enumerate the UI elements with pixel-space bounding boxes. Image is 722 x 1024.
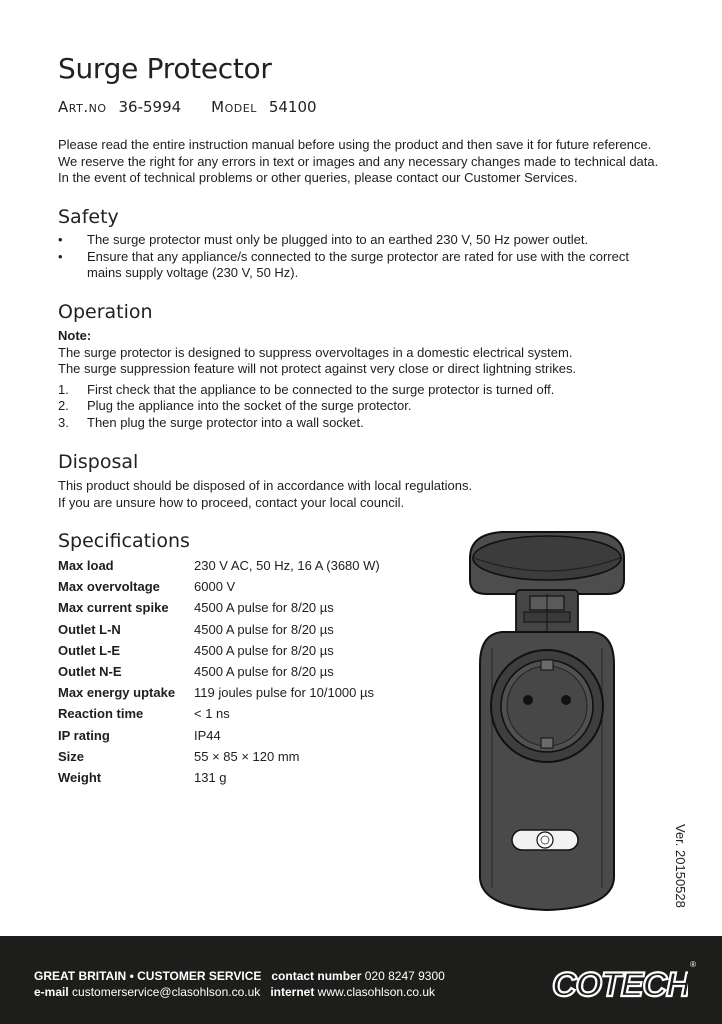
spec-row: Outlet L-E 4500 A pulse for 8/20 µs <box>58 642 334 658</box>
bullet: • <box>58 232 63 247</box>
indicator-light-icon <box>512 830 578 850</box>
email-label: e-mail <box>34 985 69 999</box>
spec-row: Size 55 × 85 × 120 mm <box>58 748 300 764</box>
specifications-heading: Specifications <box>58 530 190 552</box>
cotech-logo <box>548 960 696 1004</box>
spec-row: Weight 131 g <box>58 769 227 785</box>
spec-row: Max load 230 V AC, 50 Hz, 16 A (3680 W) <box>58 558 380 574</box>
footer-country: GREAT BRITAIN <box>34 969 127 983</box>
step-item: 1. First check that the appliance to be connected to the surge protector is turned off. <box>58 381 555 397</box>
model-label: Model <box>211 98 257 116</box>
spec-row: Outlet N-E 4500 A pulse for 8/20 µs <box>58 664 334 680</box>
intro-line: Please read the entire instruction manual before using the product and then save it for future reference. <box>58 137 652 152</box>
spec-row: Max overvoltage 6000 V <box>58 579 236 595</box>
disposal-line: If you are unsure how to proceed, contact your local council. <box>58 494 405 510</box>
lid-icon <box>470 532 624 594</box>
intro-line: We reserve the right for any errors in text or images and any necessary changes made to technical data. <box>58 153 659 169</box>
logo-text: COTECH <box>552 966 688 1004</box>
footer-line-1 <box>34 969 445 983</box>
footer-service: CUSTOMER SERVICE <box>137 969 262 983</box>
operation-steps <box>58 382 678 432</box>
internet-label: internet <box>270 985 315 999</box>
bullet: • <box>58 248 63 264</box>
intro-line: In the event of technical problems or other queries, please contact our Customer Services. <box>58 170 578 185</box>
art-no-value: 36-5994 <box>118 98 182 116</box>
internet-link[interactable]: www.clasohlson.co.uk <box>317 985 436 999</box>
version-label: Ver. 20150528 <box>673 824 688 908</box>
hinge-icon <box>516 590 578 636</box>
footer <box>0 936 722 1024</box>
operation-heading: Operation <box>58 301 153 323</box>
operation-section <box>58 328 678 431</box>
disposal-section <box>58 478 678 511</box>
socket-icon <box>491 650 603 762</box>
surge-protector-illustration <box>462 528 632 913</box>
disposal-heading: Disposal <box>58 451 139 473</box>
spec-row: IP rating IP44 <box>58 727 221 743</box>
intro-paragraph <box>58 137 678 187</box>
note-label: Note: <box>58 328 92 343</box>
step-item: 2. Plug the appliance into the socket of the surge protector. <box>58 398 412 413</box>
art-no-label: Art.no <box>58 98 107 116</box>
safety-item: • Ensure that any appliance/s connected to the surge protector are rated for use with the correct mains supply voltage (230 V, 50 Hz). <box>58 248 629 280</box>
spec-row: Reaction time < 1 ns <box>58 706 230 722</box>
safety-item: • The surge protector must only be plugged into to an earthed 230 V, 50 Hz power outlet. <box>58 232 589 247</box>
article-model-line <box>58 98 317 116</box>
spec-row: Outlet L-N 4500 A pulse for 8/20 µs <box>58 621 334 637</box>
spec-row: Max current spike 4500 A pulse for 8/20 µs <box>58 600 334 616</box>
cotech-logo-icon <box>548 960 688 1004</box>
footer-separator: • <box>129 969 134 983</box>
model-value: 54100 <box>268 98 317 116</box>
document-title: Surge Protector <box>58 52 272 85</box>
contact-number: 020 8247 9300 <box>364 969 445 983</box>
email-link[interactable]: customerservice@clasohlson.co.uk <box>72 985 261 999</box>
contact-label: contact number <box>271 969 362 983</box>
specifications-table <box>58 555 380 788</box>
spec-row: Max energy uptake 119 joules pulse for 10/1000 µs <box>58 685 374 701</box>
safety-heading: Safety <box>58 206 119 228</box>
registered-mark: ® <box>690 960 696 969</box>
safety-list <box>58 232 678 282</box>
note-line: The surge suppression feature will not protect against very close or direct lightning strikes. <box>58 361 577 376</box>
footer-line-2 <box>34 985 435 999</box>
disposal-line: This product should be disposed of in accordance with local regulations. <box>58 478 473 493</box>
step-item: 3. Then plug the surge protector into a wall socket. <box>58 414 364 430</box>
note-line: The surge protector is designed to suppress overvoltages in a domestic electrical system. <box>58 344 573 360</box>
